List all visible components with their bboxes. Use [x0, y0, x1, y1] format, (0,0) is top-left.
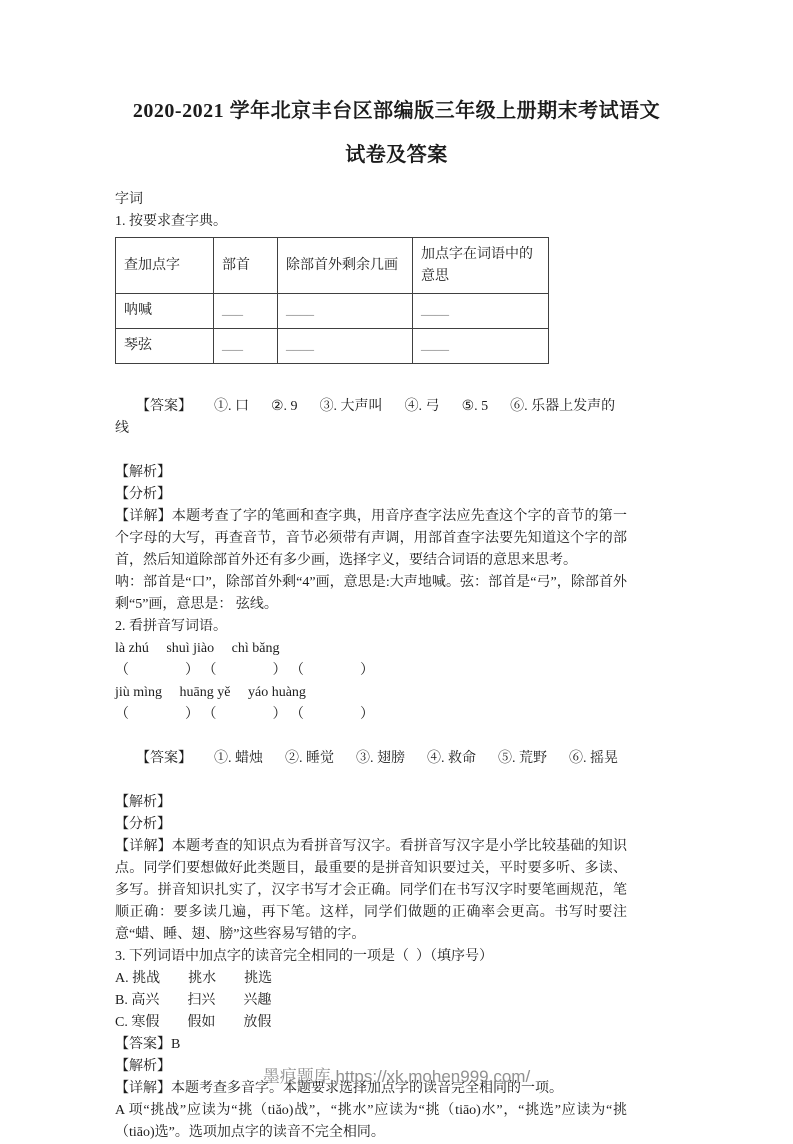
answer-bracket-row: （ ） （ ） （ ） — [115, 707, 374, 722]
answer-item: ①. 蜡烛 — [214, 751, 263, 766]
site-footer — [0, 1062, 793, 1087]
table-cell-blank — [214, 294, 278, 329]
answer-item: ⑥. 乐器上发声的线 — [115, 399, 616, 436]
question-1-explanation-detail: 呐：部首是“口”，除部首外剩“4”画，意思是:大声地喊。弦：部首是“弓”，除部首外剩“5”画，意思是： 弦线。 — [115, 575, 627, 612]
answer-item: ③. 翅膀 — [356, 751, 405, 766]
document-body — [115, 189, 627, 1144]
blank-underline: ____ — [421, 338, 449, 353]
analysis-label: 【解析】 — [115, 795, 171, 810]
option-a: A. 挑战 挑水 挑选 — [115, 971, 273, 986]
table-cell-blank — [214, 329, 278, 364]
table-header-cell: 加点字在词语中的意思 — [413, 238, 549, 294]
footer-link[interactable]: 墨痕题库 https://xk.mohen999.com/ — [262, 1067, 531, 1086]
blank-underline: ____ — [421, 303, 449, 318]
answer-item: ⑥. 摇晃 — [569, 751, 618, 766]
answer-item: ②. 9 — [271, 399, 298, 414]
blank-underline: ___ — [222, 338, 243, 353]
analysis-label: 【解析】 — [115, 465, 171, 480]
table-header-cell: 部首 — [214, 238, 278, 294]
breakdown-label: 【分析】 — [115, 817, 171, 832]
blank-underline: ____ — [286, 303, 314, 318]
option-b: B. 高兴 扫兴 兴趣 — [115, 993, 272, 1008]
answer-label: 【答案】 — [136, 399, 192, 414]
breakdown-label: 【分析】 — [115, 487, 171, 502]
table-row — [116, 329, 549, 364]
blank-underline: ____ — [286, 338, 314, 353]
answer-label: 【答案】 — [136, 751, 192, 766]
page-title-line1: 2020-2021 学年北京丰台区部编版三年级上册期末考试语文 — [132, 100, 661, 122]
question-1-stem: 1. 按要求查字典。 — [115, 214, 227, 229]
blank-underline: ___ — [222, 303, 243, 318]
question-2-explanation: 【详解】本题考查的知识点为看拼音写汉字。看拼音写汉字是小学比较基础的知识点。同学们要想做好此类题目，最重要的是拼音知识要过关，平时要多听、多读、多写。拼音知识扎实了，汉字书写才会正确。同学们在书写汉字时要笔画规范，笔顺正确：要多读几遍，再下笔。这样，同学们做题的正确率会更高。书写时要注意“蜡、睡、翅、膀”这些容易写错的字。 — [115, 839, 627, 942]
dictionary-lookup-table — [115, 237, 549, 364]
question-1-answer-line — [115, 374, 627, 462]
table-cell-word: 琴弦 — [116, 329, 214, 364]
answer-bracket-row: （ ） （ ） （ ） — [115, 663, 374, 678]
table-cell-blank — [278, 294, 413, 329]
table-cell-blank — [278, 329, 413, 364]
answer-item: ①. 口 — [214, 399, 249, 414]
question-2-stem: 2. 看拼音写词语。 — [115, 619, 227, 634]
question-3-explanation-detail: A 项“挑战”应读为“挑（tiǎo)战”，“挑水”应读为“挑（tiāo)水”，“挑选”应读为“挑（tiāo)选”。选项加点字的读音不完全相同。 — [115, 1103, 627, 1140]
page-title-line2: 试卷及答案 — [345, 144, 448, 166]
question-2-answer-line — [115, 726, 627, 792]
section-label: 字词 — [115, 192, 143, 207]
answer-item: ③. 大声叫 — [319, 399, 383, 414]
analysis-label: 【解析】 — [115, 1059, 171, 1074]
table-row — [116, 294, 549, 329]
pinyin-row: jiù mìng huāng yě yáo huàng — [115, 685, 306, 700]
table-header-cell: 查加点字 — [116, 238, 214, 294]
table-header-row — [116, 238, 549, 294]
answer-item: ④. 弓 — [404, 399, 440, 414]
answer-item: ②. 睡觉 — [285, 751, 334, 766]
question-3-stem: 3. 下列词语中加点字的读音完全相同的一项是（ ）（填序号） — [115, 949, 493, 964]
table-cell-blank — [413, 294, 549, 329]
option-c: C. 寒假 假如 放假 — [115, 1015, 272, 1030]
answer-item: ⑤. 5 — [461, 399, 489, 414]
answer-item: ④. 救命 — [427, 751, 476, 766]
table-header-cell: 除部首外剩余几画 — [278, 238, 413, 294]
question-3-explanation: 【详解】本题考查多音字。本题要求选择加点字的读音完全相同的一项。 — [115, 1081, 563, 1096]
answer-item: ⑤. 荒野 — [498, 751, 547, 766]
question-1-explanation: 【详解】本题考查了字的笔画和查字典，用音序查字法应先查这个字的音节的第一个字母的大写，再查音节，音节必须带有声调，用部首查字法要先知道这个字的部首，然后知道除部首外还有多少画，选择字义，要结合词语的意思来思考。 — [115, 509, 627, 568]
pinyin-row: là zhú shuì jiào chì bǎng — [115, 641, 280, 656]
question-3-answer-line: 【答案】B — [115, 1037, 181, 1052]
table-cell-word: 呐喊 — [116, 294, 214, 329]
table-cell-blank — [413, 329, 549, 364]
